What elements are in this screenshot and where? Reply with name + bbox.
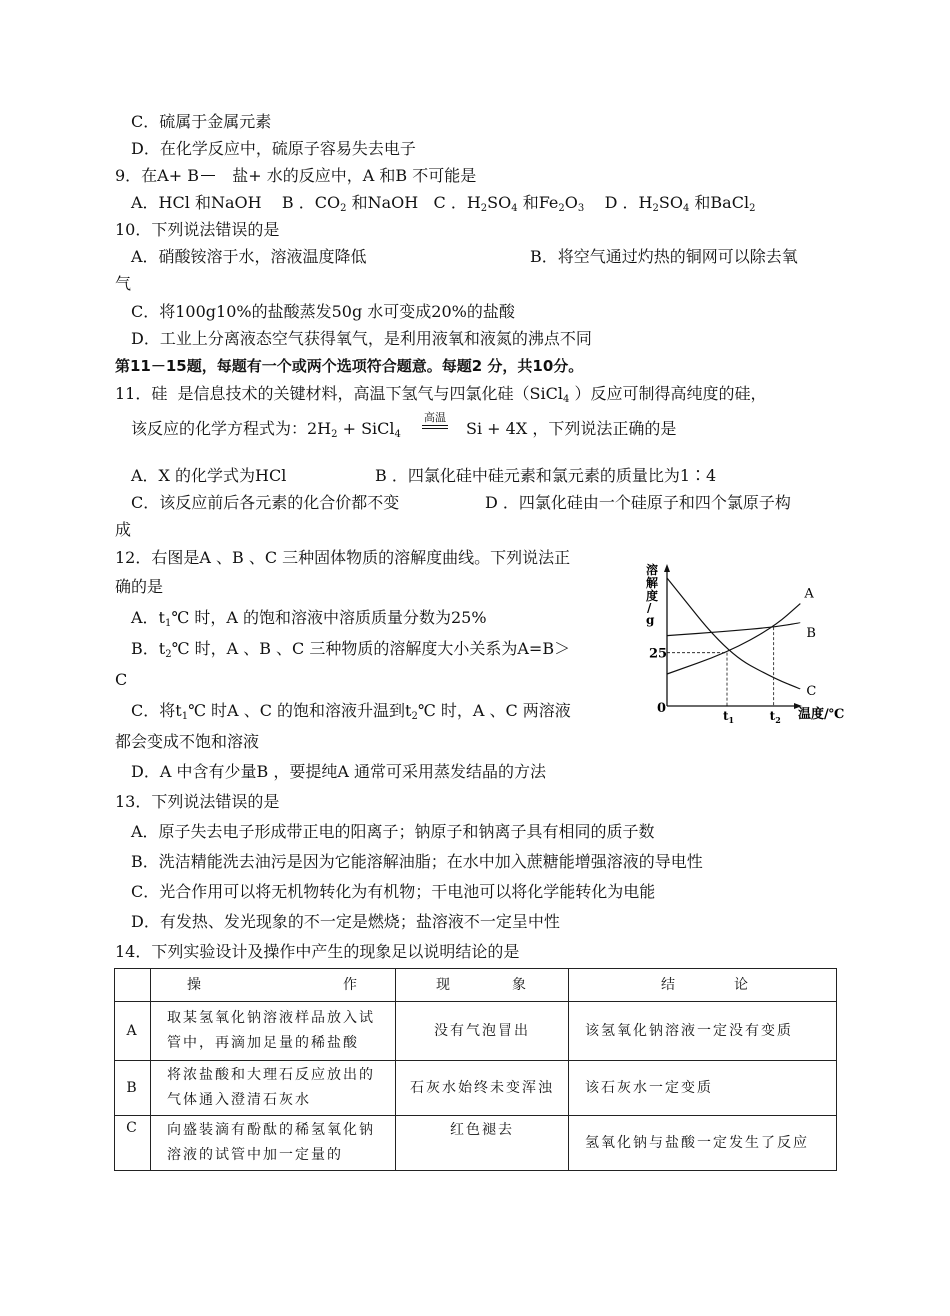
q9-option-d: D ．$H_2SO_4$ 和BaCl$_2$ <box>604 193 756 214</box>
q13-option-b: B．洗洁精能洗去油污是因为它能溶解油脂；在水中加入蔗糖能增强溶液的导电性 <box>131 852 703 871</box>
header-conclusion: 结 论 <box>569 969 837 1002</box>
table-row <box>115 1116 837 1171</box>
row-tag: B <box>115 1061 151 1116</box>
q8-option-c: C．硫属于金属元素 <box>131 112 272 131</box>
reaction-condition: 高温 <box>424 411 446 424</box>
equals-sign-top <box>422 425 448 426</box>
q12-option-b: B．$t_2℃$ 时，A 、B 、C 三种物质的溶解度大小关系为A=B＞ <box>131 639 571 660</box>
q13-option-d: D．有发热、发光现象的不一定是燃烧；盐溶液不一定呈中性 <box>131 912 560 931</box>
y-axis-label-2: 解 <box>646 576 659 590</box>
y-axis-label-5: g <box>646 613 655 627</box>
origin-label: 0 <box>657 701 667 716</box>
curve-a <box>667 604 800 674</box>
x-tick-label-t1: $t_1$ <box>723 709 735 725</box>
experiment-table <box>114 968 837 1171</box>
header-operation: 操 作 <box>151 969 396 1002</box>
q13-option-c: C．光合作用可以将无机物转化为有机物；干电池可以将化学能转化为电能 <box>131 882 656 901</box>
q13-stem: 13．下列说法错误的是 <box>115 792 280 811</box>
q11-equation-start: 该反应的化学方程式为：$2H_2$ + SiCl$_4$ <box>131 419 401 440</box>
q11-stem: 11．硅 是信息技术的关键材料，高温下氢气与四氯化硅（SiCl$_4$ ）反应可制得高纯度的硅， <box>115 384 767 405</box>
curve-c <box>667 578 800 689</box>
row-conclusion: 氢氧化钠与盐酸一定发生了反应 <box>569 1116 837 1171</box>
q11-option-c: C．该反应前后各元素的化合价都不变 <box>131 493 400 512</box>
q12-option-c-cont: 都会变成不饱和溶液 <box>115 732 260 751</box>
y-axis-label-1: 溶 <box>646 563 659 577</box>
header-phenomenon: 现 象 <box>396 969 569 1002</box>
y-axis-label-3: 度 <box>646 589 659 603</box>
curve-b <box>667 623 800 636</box>
q9-stem-rest: 盐+ 水的反应中，A 和B 不可能是 <box>232 166 477 185</box>
q12-option-b-cont: C <box>115 670 128 689</box>
header-tag <box>115 969 151 1002</box>
row-phenomenon: 没有气泡冒出 <box>396 1002 569 1061</box>
row-conclusion: 该石灰水一定变质 <box>569 1061 837 1116</box>
row-tag: A <box>115 1002 151 1061</box>
q10-option-d: D．工业上分离液态空气获得氧气，是利用液氧和液氮的沸点不同 <box>131 329 592 348</box>
q10-option-c: C．将100g10%的盐酸蒸发50g 水可变成20%的盐酸 <box>131 302 515 321</box>
series-label-a: A <box>804 586 814 602</box>
q10-option-a: A．硝酸铵溶于水，溶液温度降低 <box>131 247 367 266</box>
q9-option-a: A．HCl 和NaOH <box>131 193 262 212</box>
q13-option-a: A．原子失去电子形成带正电的阳离子；钠原子和钠离子具有相同的质子数 <box>131 822 655 841</box>
y-axis-arrow <box>664 564 670 572</box>
q12-option-d: D．A 中含有少量B ，要提纯A 通常可采用蒸发结晶的方法 <box>131 762 546 781</box>
equals-sign-bottom <box>422 428 448 429</box>
q9-stem <box>115 166 476 186</box>
q10-option-b-cont: 气 <box>115 274 132 293</box>
y-axis-label-4: / <box>647 601 652 615</box>
section-heading: 第11－15题，每题有一个或两个选项符合题意。每题2 分，共10分。 <box>115 357 584 375</box>
q12-stem-line1: 12．右图是A 、B 、C 三种固体物质的溶解度曲线。下列说法正 <box>115 548 571 567</box>
row-phenomenon: 红色褪去 <box>396 1116 569 1171</box>
q11-option-d-cont: 成 <box>115 520 132 539</box>
solubility-chart <box>640 560 855 725</box>
q11-option-d: D ．四氯化硅由一个硅原子和四个氯原子构 <box>485 493 791 512</box>
q11-equation-end: Si + 4X ，下列说法正确的是 <box>466 419 677 438</box>
q9-option-c: C ．$H_2SO_4$ 和$Fe_2O_3$ <box>433 193 585 214</box>
q12-option-c: C．将$t_1℃$ 时A 、C 的饱和溶液升温到$t_2℃$ 时，A 、C 两溶液 <box>131 701 571 722</box>
q8-option-d: D．在化学反应中，硫原子容易失去电子 <box>131 139 416 158</box>
q11-option-b: B ．四氯化硅中硅元素和氯元素的质量比为1∶4 <box>375 466 717 485</box>
row-operation: 将浓盐酸和大理石反应放出的气体通入澄清石灰水 <box>151 1061 396 1116</box>
x-axis-label: 温度/℃ <box>798 707 845 722</box>
q12-option-a: A．$t_1℃$ 时，A 的饱和溶液中溶质质量分数为25% <box>131 608 487 629</box>
table-header-row <box>115 969 837 1002</box>
q11-option-a: A．X 的化学式为HCl <box>131 466 287 485</box>
series-label-b: B <box>806 625 816 641</box>
q10-stem: 10．下列说法错误的是 <box>115 220 280 239</box>
row-conclusion: 该氢氧化钠溶液一定没有变质 <box>569 1002 837 1061</box>
q10-option-b: B．将空气通过灼热的铜网可以除去氧 <box>530 247 798 266</box>
row-phenomenon: 石灰水始终未变浑浊 <box>396 1061 569 1116</box>
row-operation: 向盛装滴有酚酞的稀氢氧化钠溶液的试管中加一定量的 <box>151 1116 396 1171</box>
q9-option-b: B ．$CO_2$ 和NaOH <box>281 193 419 214</box>
q9-stem-start: 9．在A+ B <box>115 166 199 185</box>
table-row <box>115 1002 837 1061</box>
q14-stem: 14．下列实验设计及操作中产生的现象足以说明结论的是 <box>115 942 520 961</box>
row-operation: 取某氢氧化钠溶液样品放入试管中，再滴加足量的稀盐酸 <box>151 1002 396 1061</box>
arrow-icon <box>201 175 215 176</box>
y-tick-label-25: 25 <box>649 646 668 662</box>
q9-options <box>131 193 755 213</box>
series-label-c: C <box>806 683 817 699</box>
q12-stem-line2: 确的是 <box>115 577 164 596</box>
table-row <box>115 1061 837 1116</box>
x-tick-label-t2: $t_2$ <box>769 709 781 725</box>
row-tag: C <box>115 1116 151 1171</box>
